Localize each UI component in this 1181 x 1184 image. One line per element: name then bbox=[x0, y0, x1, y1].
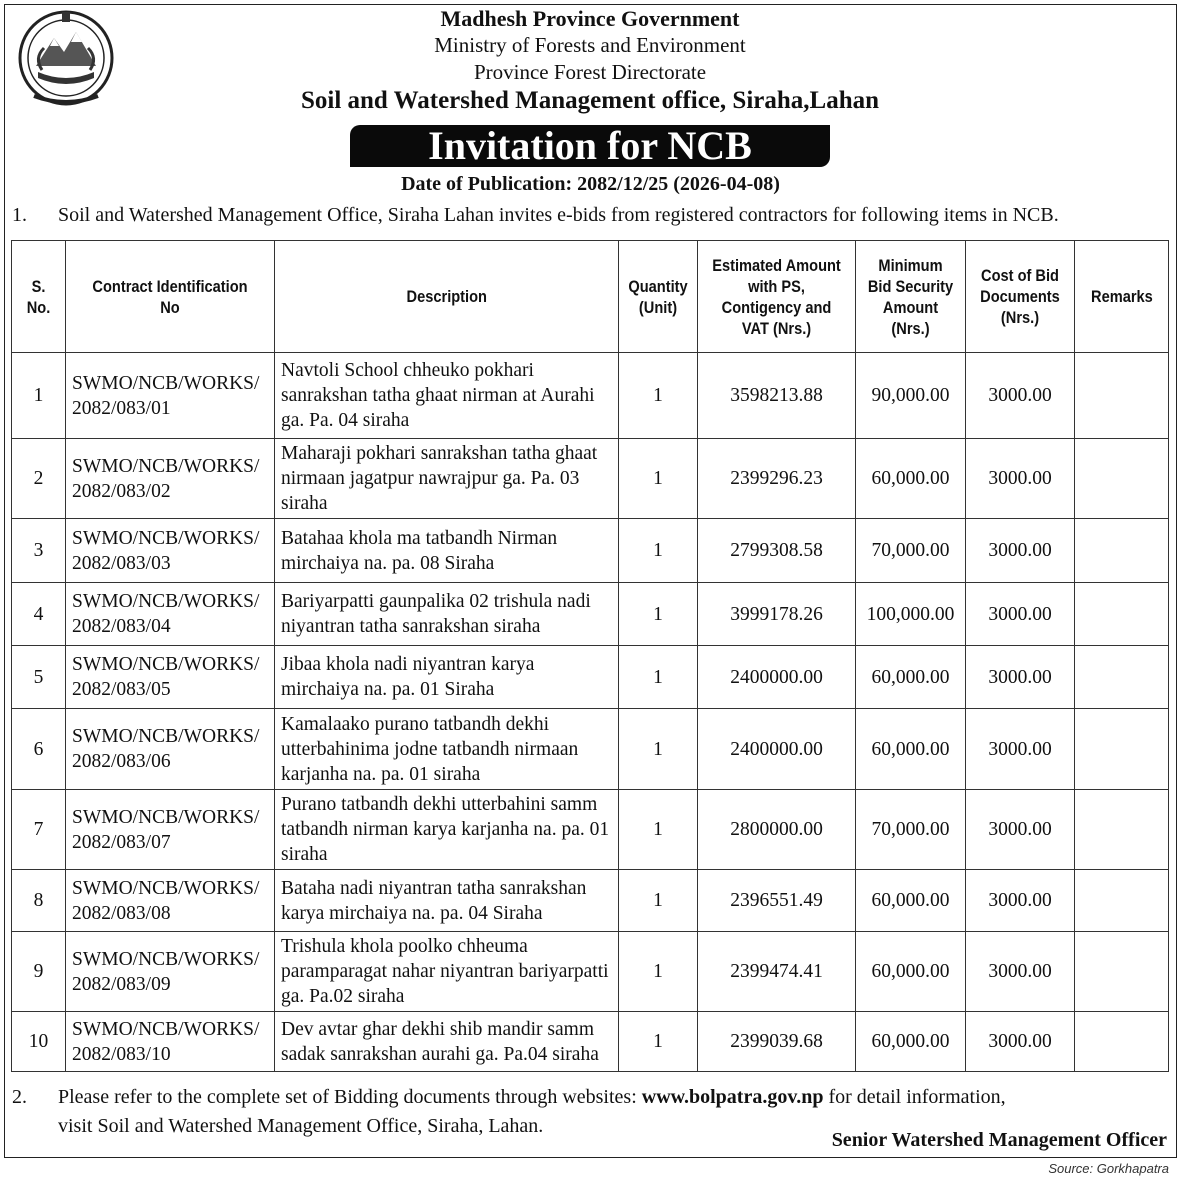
cell-description: Purano tatbandh dekhi utterbahini samm tatbandh nirman karya karjanha na. pa. 01 siraha bbox=[275, 790, 619, 870]
cell-sno: 3 bbox=[12, 519, 66, 583]
table-row bbox=[12, 519, 1169, 583]
cell-security: 60,000.00 bbox=[856, 932, 966, 1012]
cell-contract: SWMO/NCB/WORKS/ 2082/083/07 bbox=[66, 790, 275, 870]
cell-cost: 3000.00 bbox=[966, 1012, 1075, 1072]
paragraph-1 bbox=[12, 202, 1172, 228]
cell-description: Kamalaako purano tatbandh dekhi utterbahinima jodne tatbandh nirmaan karjanha na. pa. 01 siraha bbox=[275, 709, 619, 790]
cell-description: Maharaji pokhari sanrakshan tatha ghaat nirmaan jagatpur nawrajpur ga. Pa. 03 siraha bbox=[275, 439, 619, 519]
cell-cost: 3000.00 bbox=[966, 519, 1075, 583]
paragraph-number: 1. bbox=[12, 204, 27, 226]
cell-security: 60,000.00 bbox=[856, 439, 966, 519]
table-row bbox=[12, 646, 1169, 709]
cell-cost: 3000.00 bbox=[966, 646, 1075, 709]
cell-cost: 3000.00 bbox=[966, 709, 1075, 790]
cell-sno: 7 bbox=[12, 790, 66, 870]
cell-quantity: 1 bbox=[619, 1012, 698, 1072]
cell-security: 60,000.00 bbox=[856, 870, 966, 932]
cell-estimated: 2396551.49 bbox=[698, 870, 856, 932]
cell-estimated: 2399039.68 bbox=[698, 1012, 856, 1072]
cell-remarks bbox=[1075, 583, 1169, 646]
cell-estimated: 2800000.00 bbox=[698, 790, 856, 870]
directorate-name: Province Forest Directorate bbox=[473, 60, 707, 84]
government-name: Madhesh Province Government bbox=[440, 6, 740, 31]
cell-security: 70,000.00 bbox=[856, 790, 966, 870]
table-row bbox=[12, 870, 1169, 932]
table-row bbox=[12, 353, 1169, 439]
cell-remarks bbox=[1075, 353, 1169, 439]
cell-estimated: 3999178.26 bbox=[698, 583, 856, 646]
bid-items-table bbox=[11, 240, 1169, 1072]
cell-remarks bbox=[1075, 932, 1169, 1012]
cell-description: Dev avtar ghar dekhi shib mandir samm sadak sanrakshan aurahi ga. Pa.04 siraha bbox=[275, 1012, 619, 1072]
cell-sno: 6 bbox=[12, 709, 66, 790]
table-row bbox=[12, 583, 1169, 646]
cell-contract: SWMO/NCB/WORKS/ 2082/083/03 bbox=[66, 519, 275, 583]
header-description: Description bbox=[275, 241, 619, 353]
header-security: Minimum Bid Security Amount (Nrs.) bbox=[856, 241, 966, 353]
cell-sno: 10 bbox=[12, 1012, 66, 1072]
header-estimated: Estimated Amount with PS, Contigency and VAT (Nrs.) bbox=[698, 241, 856, 353]
header-contract: Contract Identification No bbox=[66, 241, 275, 353]
cell-quantity: 1 bbox=[619, 353, 698, 439]
cell-remarks bbox=[1075, 870, 1169, 932]
cell-quantity: 1 bbox=[619, 870, 698, 932]
cell-remarks bbox=[1075, 519, 1169, 583]
cell-description: Navtoli School chheuko pokhari sanrakshan tatha ghaat nirman at Aurahi ga. Pa. 04 siraha bbox=[275, 353, 619, 439]
paragraph-text: Soil and Watershed Management Office, Siraha Lahan invites e-bids from registered contractors for following items in NCB. bbox=[58, 204, 1059, 226]
cell-estimated: 2399296.23 bbox=[698, 439, 856, 519]
cell-security: 70,000.00 bbox=[856, 519, 966, 583]
table-row bbox=[12, 932, 1169, 1012]
paragraph-text: for detail information, bbox=[828, 1086, 1006, 1108]
signatory-title: Senior Watershed Management Officer bbox=[831, 1129, 1167, 1151]
publication-date: Date of Publication: 2082/12/25 (2026-04-08) bbox=[401, 173, 780, 195]
paragraph-number: 2. bbox=[12, 1086, 27, 1108]
cell-remarks bbox=[1075, 1012, 1169, 1072]
nepal-province-emblem-icon bbox=[14, 8, 118, 108]
cell-remarks bbox=[1075, 790, 1169, 870]
header-cost: Cost of Bid Documents (Nrs.) bbox=[966, 241, 1075, 353]
cell-cost: 3000.00 bbox=[966, 870, 1075, 932]
cell-contract: SWMO/NCB/WORKS/ 2082/083/02 bbox=[66, 439, 275, 519]
notice-title-banner: Invitation for NCB bbox=[350, 125, 830, 167]
cell-security: 100,000.00 bbox=[856, 583, 966, 646]
paragraph-text: visit Soil and Watershed Management Office, Siraha, Lahan. bbox=[58, 1115, 544, 1137]
cell-quantity: 1 bbox=[619, 583, 698, 646]
cell-quantity: 1 bbox=[619, 646, 698, 709]
table-row bbox=[12, 1012, 1169, 1072]
cell-contract: SWMO/NCB/WORKS/ 2082/083/08 bbox=[66, 870, 275, 932]
cell-cost: 3000.00 bbox=[966, 353, 1075, 439]
cell-quantity: 1 bbox=[619, 709, 698, 790]
cell-cost: 3000.00 bbox=[966, 583, 1075, 646]
paragraph-text: Please refer to the complete set of Bidding documents through websites: bbox=[58, 1086, 637, 1108]
cell-security: 60,000.00 bbox=[856, 1012, 966, 1072]
cell-quantity: 1 bbox=[619, 439, 698, 519]
cell-cost: 3000.00 bbox=[966, 932, 1075, 1012]
cell-contract: SWMO/NCB/WORKS/ 2082/083/04 bbox=[66, 583, 275, 646]
notice-header bbox=[150, 6, 1030, 116]
cell-description: Jibaa khola nadi niyantran karya mirchaiya na. pa. 01 Siraha bbox=[275, 646, 619, 709]
cell-description: Batahaa khola ma tatbandh Nirman mirchaiya na. pa. 08 Siraha bbox=[275, 519, 619, 583]
table-row bbox=[12, 439, 1169, 519]
cell-sno: 8 bbox=[12, 870, 66, 932]
cell-cost: 3000.00 bbox=[966, 790, 1075, 870]
cell-contract: SWMO/NCB/WORKS/ 2082/083/10 bbox=[66, 1012, 275, 1072]
cell-contract: SWMO/NCB/WORKS/ 2082/083/01 bbox=[66, 353, 275, 439]
cell-security: 60,000.00 bbox=[856, 646, 966, 709]
cell-sno: 9 bbox=[12, 932, 66, 1012]
cell-estimated: 2399474.41 bbox=[698, 932, 856, 1012]
cell-contract: SWMO/NCB/WORKS/ 2082/083/05 bbox=[66, 646, 275, 709]
cell-security: 90,000.00 bbox=[856, 353, 966, 439]
source-credit: Source: Gorkhapatra bbox=[1048, 1161, 1169, 1176]
ministry-name: Ministry of Forests and Environment bbox=[434, 33, 746, 57]
cell-sno: 5 bbox=[12, 646, 66, 709]
cell-estimated: 3598213.88 bbox=[698, 353, 856, 439]
table-row bbox=[12, 709, 1169, 790]
office-name: Soil and Watershed Management office, Siraha,Lahan bbox=[300, 87, 880, 114]
cell-remarks bbox=[1075, 646, 1169, 709]
cell-contract: SWMO/NCB/WORKS/ 2082/083/09 bbox=[66, 932, 275, 1012]
cell-contract: SWMO/NCB/WORKS/ 2082/083/06 bbox=[66, 709, 275, 790]
cell-description: Trishula khola poolko chheuma paramparagat nahar niyantran bariyarpatti ga. Pa.02 siraha bbox=[275, 932, 619, 1012]
cell-quantity: 1 bbox=[619, 519, 698, 583]
cell-estimated: 2799308.58 bbox=[698, 519, 856, 583]
cell-security: 60,000.00 bbox=[856, 709, 966, 790]
cell-cost: 3000.00 bbox=[966, 439, 1075, 519]
table-row bbox=[12, 790, 1169, 870]
website-link[interactable]: www.bolpatra.gov.np bbox=[641, 1086, 824, 1108]
header-quantity: Quantity (Unit) bbox=[619, 241, 698, 353]
header-remarks: Remarks bbox=[1075, 241, 1169, 353]
table-header-row bbox=[12, 241, 1169, 353]
cell-sno: 4 bbox=[12, 583, 66, 646]
cell-estimated: 2400000.00 bbox=[698, 646, 856, 709]
cell-quantity: 1 bbox=[619, 790, 698, 870]
cell-remarks bbox=[1075, 709, 1169, 790]
header-sno: S. No. bbox=[12, 241, 66, 353]
cell-remarks bbox=[1075, 439, 1169, 519]
cell-sno: 2 bbox=[12, 439, 66, 519]
cell-description: Bataha nadi niyantran tatha sanrakshan karya mirchaiya na. pa. 04 Siraha bbox=[275, 870, 619, 932]
cell-description: Bariyarpatti gaunpalika 02 trishula nadi niyantran tatha sanrakshan siraha bbox=[275, 583, 619, 646]
cell-estimated: 2400000.00 bbox=[698, 709, 856, 790]
cell-sno: 1 bbox=[12, 353, 66, 439]
cell-quantity: 1 bbox=[619, 932, 698, 1012]
